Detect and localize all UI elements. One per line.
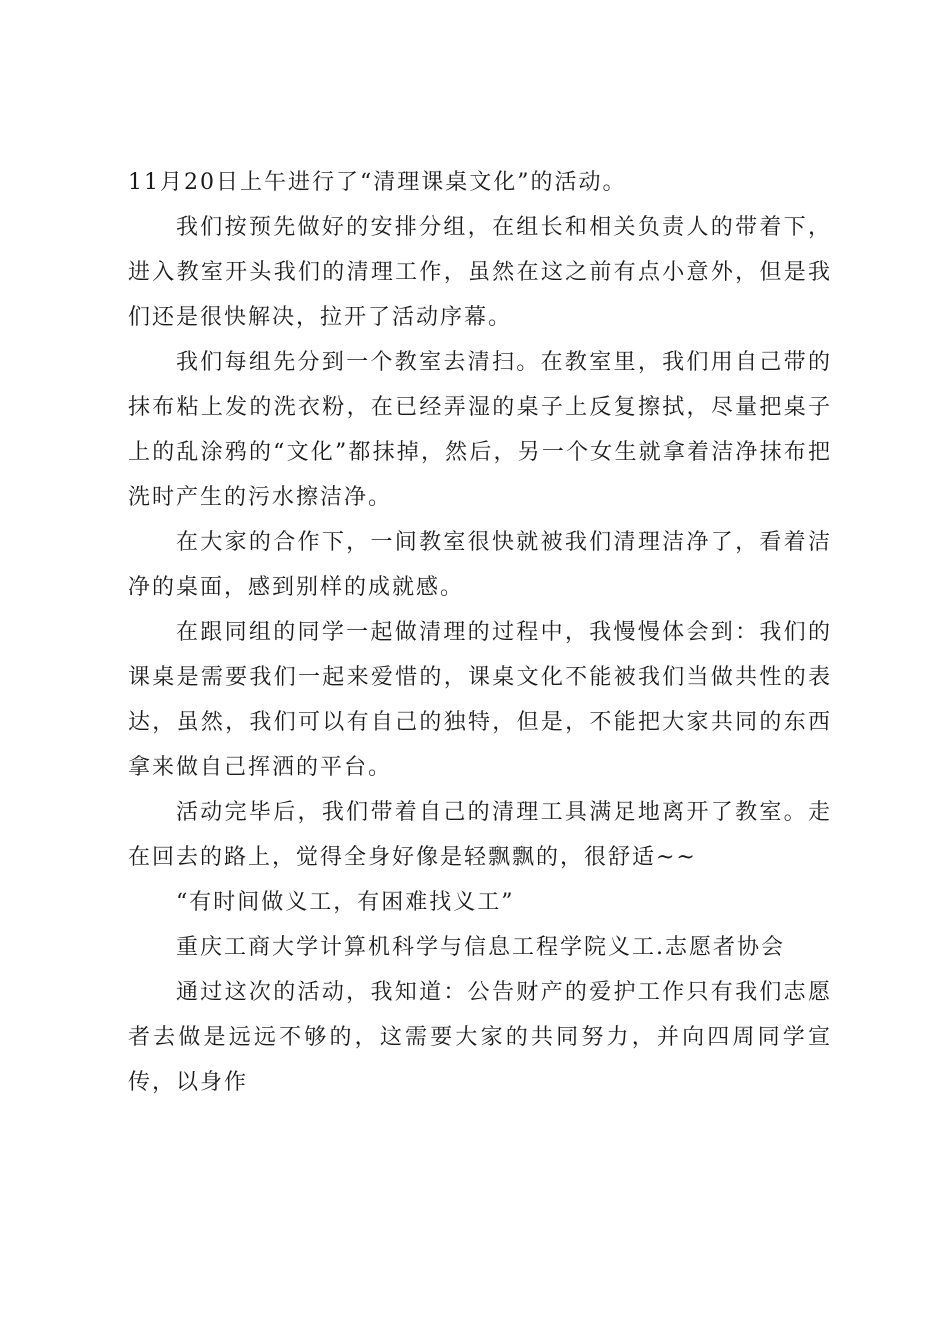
slogan-paragraph: “有时间做义工，有困难找义工”	[176, 890, 515, 915]
paragraph-9: 通过这次的活动，我知道：公告财产的爱护工作只有我们志愿者去做是远远不够的，这需要大家的共同努力，并向四周同学宣传，以身作	[128, 980, 832, 1095]
paragraph-1: 11月20日上午进行了“清理课桌文化”的活动。	[128, 170, 627, 195]
paragraph-5: 在跟同组的同学一起做清理的过程中，我慢慢体会到：我们的课桌是需要我们一起来爱惜的，课桌文化不能被我们当做共性的表达，虽然，我们可以有自己的独特，但是，不能把大家共同的东西拿来做自己挥洒的平台。	[128, 620, 832, 780]
paragraph-6: 活动完毕后，我们带着自己的清理工具满足地离开了教室。走在回去的路上，觉得全身好像是轻飘飘的，很舒适~~	[128, 800, 832, 870]
paragraph-3: 我们每组先分到一个教室去清扫。在教室里，我们用自己带的抹布粘上发的洗衣粉，在已经弄湿的桌子上反复擦拭，尽量把桌子上的乱涂鸦的“文化”都抹掉，然后，另一个女生就拿着洁净抹布把洗时产生的污水擦洁净。	[128, 350, 832, 510]
paragraph-2: 我们按预先做好的安排分组，在组长和相关负责人的带着下，进入教室开头我们的清理工作，虽然在这之前有点小意外，但是我们还是很快解决，拉开了活动序幕。	[128, 215, 832, 330]
paragraph-4: 在大家的合作下，一间教室很快就被我们清理洁净了，看着洁净的桌面，感到别样的成就感。	[128, 530, 832, 600]
organization-paragraph: 重庆工商大学计算机科学与信息工程学院义工.志愿者协会	[176, 935, 785, 960]
document-body	[128, 160, 832, 1105]
